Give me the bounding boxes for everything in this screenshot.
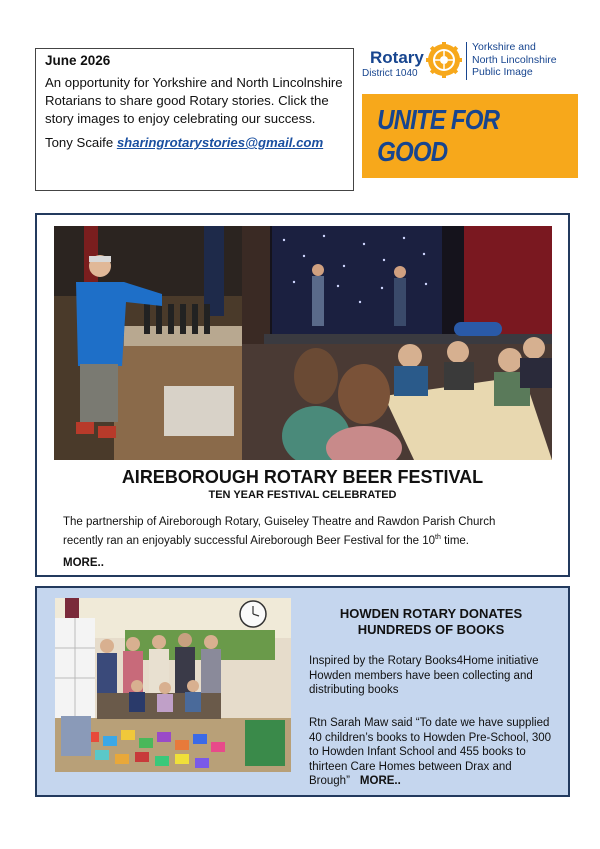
story1-body [63, 515, 533, 549]
beer-festival-photo[interactable] [54, 226, 552, 460]
region-line-2: North Lincolnshire [472, 53, 557, 66]
story2-quote: Rtn Sarah Maw said “To date we have supplied 40 children’s books to Howden Pre-School, 300 to Howden Infant School and 455 books to thirteen Care Homes between Drax and Brough” [309, 717, 552, 787]
logo-region-text [472, 41, 557, 79]
unite-for-good-banner [362, 94, 578, 178]
story2-body-1: Inspired by the Rotary Books4Home initiative Howden members have been collecting and distributing books [309, 655, 539, 696]
story1-title: AIREBOROUGH ROTARY BEER FESTIVAL [121, 467, 484, 487]
logo-rotary-text: Rotary [370, 48, 424, 67]
logo-district-text: District 1040 [362, 68, 418, 79]
contact-line [45, 135, 344, 150]
region-line-3: Public Image [472, 66, 533, 78]
logo-divider [466, 42, 467, 80]
story2-more-link[interactable]: MORE.. [359, 775, 401, 787]
contact-email-link[interactable]: sharingrotarystories@gmail.com [116, 135, 324, 150]
story1-more-link[interactable]: MORE.. [63, 557, 104, 569]
rotary-wheel-icon [426, 42, 462, 78]
region-line-1: Yorkshire and [472, 41, 536, 53]
howden-books-photo[interactable] [55, 598, 291, 772]
intro-box [35, 48, 354, 191]
issue-date: June 2026 [45, 53, 111, 68]
story1-subtitle: TEN YEAR FESTIVAL CELEBRATED [208, 489, 397, 501]
story2-body-2 [309, 716, 557, 789]
rotary-logo [362, 38, 582, 86]
story-howden-books[interactable] [35, 586, 570, 797]
story1-body-end: time. [440, 534, 470, 547]
story2-title-line-1: HOWDEN ROTARY DONATES [339, 606, 523, 621]
story1-body-text: The partnership of Aireborough Rotary, Guiseley Theatre and Rawdon Parish Church recently ran an enjoyably successful Aireborough Beer Festival for the 10 [63, 516, 496, 547]
contact-name: Tony Scaife [45, 135, 114, 150]
story2-title [303, 606, 559, 638]
unite-for-good-text: UNITE FOR GOOD [377, 104, 500, 167]
story-beer-festival[interactable] [35, 213, 570, 577]
intro-text: An opportunity for Yorkshire and North Lincolnshire Rotarians to share good Rotary stories. Click the story images to enjoy celebrating our success. [45, 75, 343, 126]
story2-title-line-2: HUNDREDS OF BOOKS [357, 622, 505, 637]
story1-body-sup: th [435, 534, 441, 541]
